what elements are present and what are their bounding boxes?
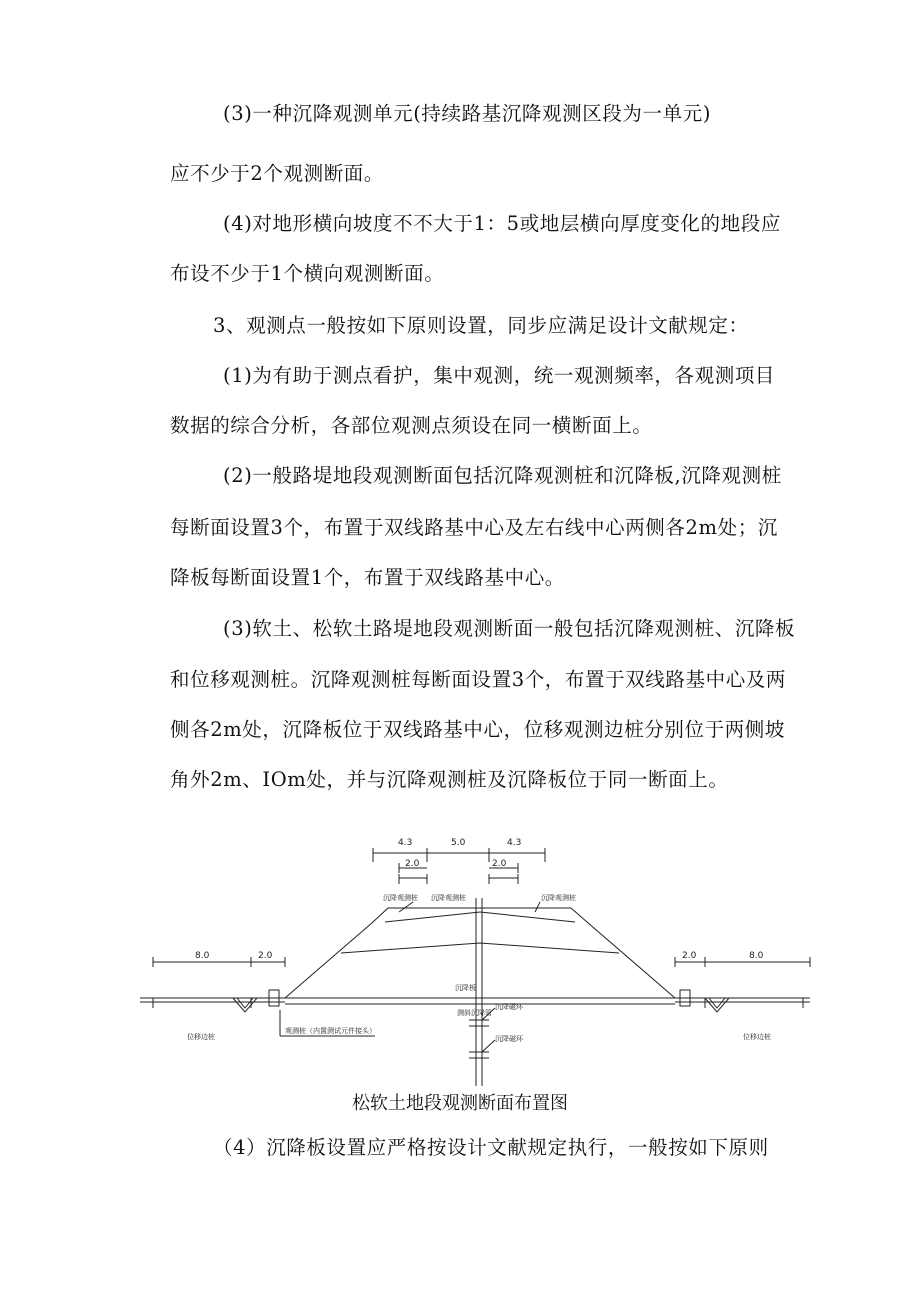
- label-settle-pile-right: 沉降观测桩: [541, 894, 576, 902]
- paragraph-line-12: 和位移观测桩。沉降观测桩每断面设置3个，布置于双线路基中心及两: [170, 668, 787, 691]
- label-disp-left: 位移边桩: [187, 1033, 215, 1041]
- paragraph-line-4: 布设不少于1个横向观测断面。: [170, 262, 445, 285]
- dim-top-center: 5.0: [451, 838, 466, 848]
- paragraph-line-5: 3、观测点一般按如下原则设置，同步应满足设计文献规定：: [213, 314, 749, 337]
- dim-side-left-2: 2.0: [258, 951, 273, 961]
- figure-caption: 松软土地段观测断面布置图: [352, 1093, 568, 1114]
- paragraph-line-10: 降板每断面设置1个，布置于双线路基中心。: [170, 566, 565, 589]
- dim-sub-right: 2.0: [492, 859, 507, 869]
- paragraph-line-9: 每断面设置3个，布置于双线路基中心及左右线中心两侧各2m处；沉: [170, 516, 778, 539]
- dim-top-left: 4.3: [398, 838, 413, 848]
- dim-sub-left: 2.0: [405, 859, 420, 869]
- dim-side-right-2: 2.0: [682, 951, 697, 961]
- paragraph-line-3: (4)对地形横向坡度不不大于1：5或地层横向厚度变化的地段应: [223, 212, 781, 235]
- paragraph-line-1: (3)一种沉降观测单元(持续路基沉降观测区段为一单元): [223, 102, 712, 125]
- label-settle-plate: 沉降板: [455, 984, 476, 992]
- paragraph-line-15: （4）沉降板设置应严格按设计文献规定执行，一般按如下原则: [213, 1136, 769, 1159]
- cross-section-svg: [135, 826, 815, 1096]
- paragraph-line-14: 角外2m、IOm处，并与沉降观测桩及沉降板位于同一断面上。: [170, 768, 729, 791]
- dim-side-left-8: 8.0: [195, 951, 210, 961]
- label-ring-2: 沉降磁环: [495, 1035, 523, 1043]
- dim-top-right: 4.3: [507, 838, 522, 848]
- label-disp-right: 位移边桩: [743, 1033, 771, 1041]
- label-settle-pile-left: 沉降观测桩: [383, 894, 418, 902]
- label-observe-pile: 观测桩（内置测试元件接头）: [285, 1027, 376, 1035]
- paragraph-line-6: (1)为有助于测点看护，集中观测，统一观测频率，各观测项目: [223, 364, 776, 387]
- paragraph-line-11: (3)软土、松软土路堤地段观测断面一般包括沉降观测桩、沉降板: [223, 617, 796, 640]
- paragraph-line-7: 数据的综合分析，各部位观测点须设在同一横断面上。: [170, 414, 653, 437]
- label-ring-1: 沉降磁环: [495, 1003, 523, 1011]
- label-settle-pile-center: 沉降观测桩: [431, 894, 466, 902]
- dim-side-right-8: 8.0: [749, 951, 764, 961]
- paragraph-line-13: 侧各2m处，沉降板位于双线路基中心，位移观测边桩分别位于两侧坡: [170, 718, 785, 741]
- paragraph-line-8: (2)一般路堤地段观测断面包括沉降观测桩和沉降板,沉降观测桩: [223, 464, 782, 487]
- paragraph-line-2: 应不少于2个观测断面。: [170, 162, 385, 185]
- label-settle-pipe: 测斜沉降管: [457, 1009, 492, 1017]
- cross-section-figure: [135, 826, 815, 1096]
